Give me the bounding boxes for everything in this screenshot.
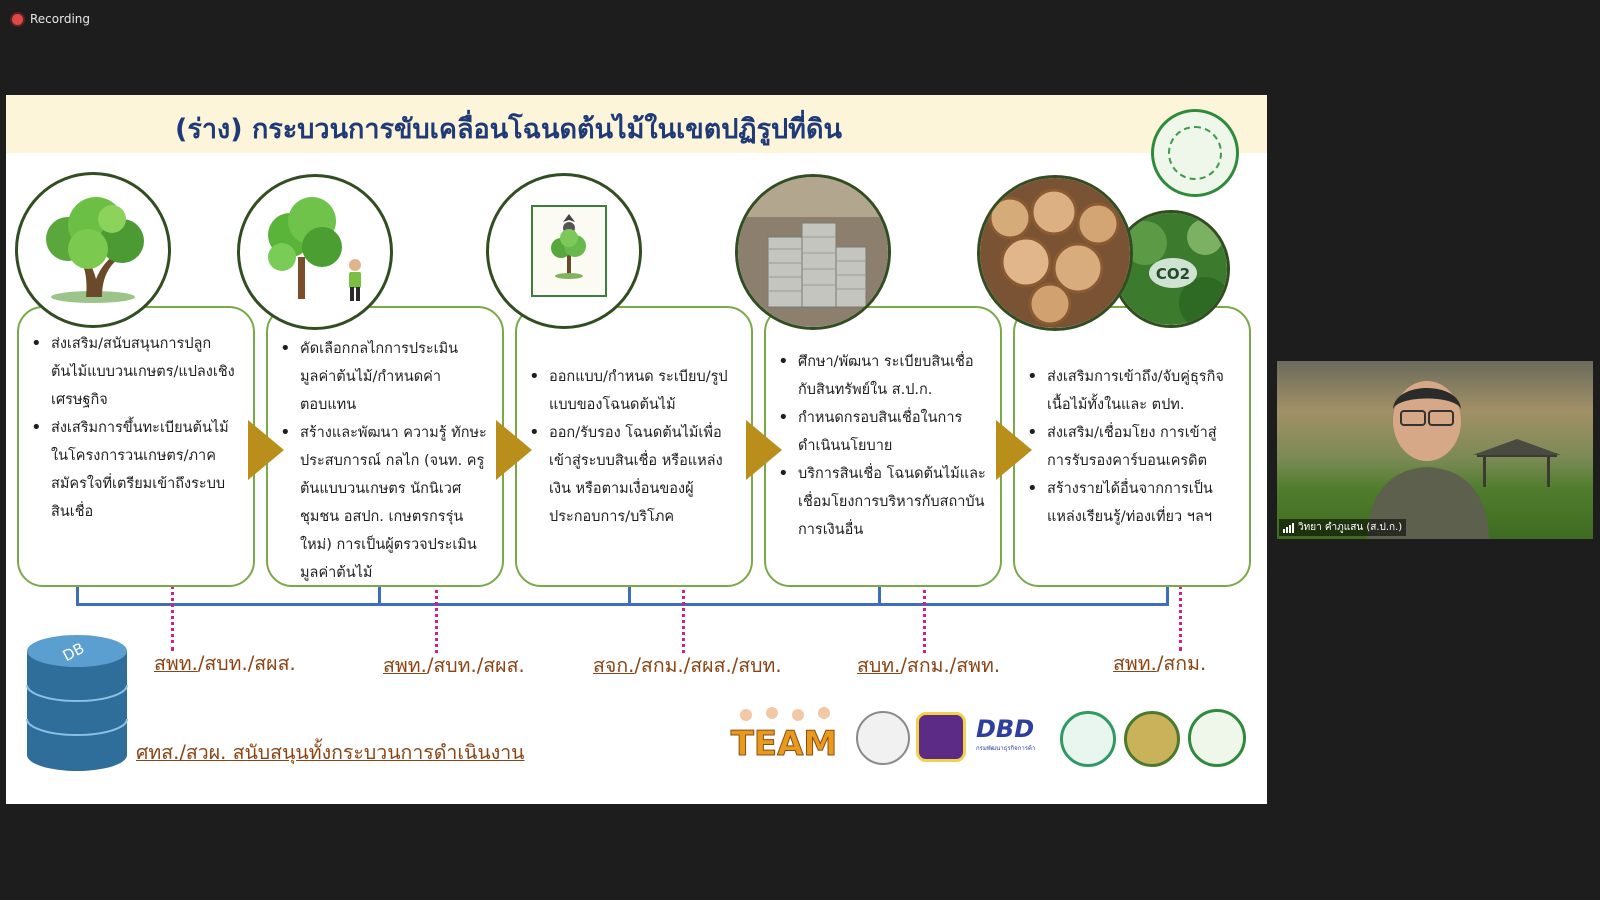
step-bullet: • ออก/รับรอง โฉนดต้นไม้เพื่อเข้าสู่ระบบสินเชื่อ หรือแหล่งเงิน หรือตามเงื่อนของผู้ประกอบการ/บริโภค: [537, 419, 739, 531]
step-card-1: [17, 306, 255, 587]
step-bullet: • บริการสินเชื่อ โฉนดต้นไม้และเชื่อมโยงการบริหารกับสถาบันการเงินอื่น: [786, 460, 988, 544]
tree-deed-icon: [486, 173, 642, 329]
agency-lead: สพท.: [154, 652, 198, 675]
dbd-logo-caption: กรมพัฒนาธุรกิจการค้า: [976, 745, 1036, 752]
record-icon: [12, 14, 23, 25]
step-bullet: • ส่งเสริม/เชื่อมโยง การเข้าสู่การรับรองคาร์บอนเครดิต: [1035, 419, 1237, 475]
database-icon: [24, 633, 130, 773]
step-card-2: [266, 306, 504, 587]
person-tree-icon: [237, 174, 393, 330]
timeline-connector: [878, 587, 881, 606]
support-text: ศทส./สวผ. สนับสนุนทั้งกระบวนการดำเนินงาน: [136, 741, 525, 764]
agency-label: [383, 650, 525, 681]
coins-icon: [735, 174, 891, 330]
step-card-5: [1013, 306, 1251, 587]
step-bullet: • ออกแบบ/กำหนด ระเบียบ/รูปแบบของโฉนดต้นไม้: [537, 363, 739, 419]
team-logo-text: TEAM: [730, 724, 838, 763]
db-label: DB: [59, 639, 88, 666]
agency-lead: สบท.: [857, 654, 901, 677]
participant-name: วิทยา คำภูแสน (ส.ป.ก.): [1298, 522, 1403, 533]
step-bullet: • กำหนดกรอบสินเชื่อในการดำเนินนโยบาย: [786, 404, 988, 460]
agency-rest: /สบท./สผส.: [197, 652, 296, 675]
participant-name-tag: [1279, 519, 1406, 536]
step-bullet: • คัดเลือกกลไกการประเมินมูลค่าต้นไม้/กำหนดค่าตอบแทน: [288, 335, 490, 419]
dbd-logo-text: DBD: [976, 715, 1035, 743]
alro-seal-small-icon: [1188, 709, 1246, 767]
flow-arrow-icon: [496, 420, 532, 480]
agency-label: [593, 650, 782, 681]
shared-slide: [6, 95, 1267, 804]
timeline-line: [76, 603, 1169, 606]
ministry-seal-icon: [856, 711, 910, 765]
step-bullet: • ศึกษา/พัฒนา ระเบียบสินเชื่อ กับสินทรัพย์ใน ส.ป.ก.: [786, 348, 988, 404]
step-card-4: [764, 306, 1002, 587]
agency-lead: สพท.: [1113, 652, 1157, 675]
forestry-seal-icon: [1124, 711, 1180, 767]
step-card-3: [515, 306, 753, 587]
step-bullet: • สร้างและพัฒนา ความรู้ ทักษะ ประสบการณ์ กลไก (จนท. ครูต้นแบบวนเกษตร นักนิเวศชุมชน อสปก. เกษตรกรรุ่นใหม่) การเป็นผู้ตรวจประเมินมูลค่าต้นไม้: [288, 419, 490, 587]
tree-icon: [15, 172, 171, 328]
alro-seal-icon: [1151, 109, 1239, 197]
dotted-leader: [171, 579, 174, 651]
timeline-connector: [1166, 587, 1169, 606]
step-bullet: • ส่งเสริม/สนับสนุนการปลูกต้นไม้แบบวนเกษตร/แปลงเชิงเศรษฐกิจ: [39, 330, 241, 414]
timeline-connector: [628, 587, 631, 606]
timeline-connector: [76, 587, 79, 606]
baac-logo-icon: [916, 712, 966, 762]
flow-arrow-icon: [996, 420, 1032, 480]
dbd-logo: [976, 715, 1044, 761]
dotted-leader: [682, 579, 685, 653]
agency-rest: /สกม./สผส./สบท.: [634, 654, 782, 677]
recording-label: Recording: [30, 12, 91, 26]
agency-label: [1113, 648, 1206, 679]
team-logo: [722, 707, 846, 763]
agency-label: [857, 650, 1000, 681]
agency-rest: /สกม./สพท.: [900, 654, 1001, 677]
logs-icon: [977, 175, 1133, 331]
dotted-leader: [435, 579, 438, 653]
agency-lead: สพท.: [383, 654, 427, 677]
step-bullet: • สร้างรายได้อื่นจากการเป็นแหล่งเรียนรู้/ท่องเที่ยว ฯลฯ: [1035, 475, 1237, 531]
agency-label: [154, 648, 296, 679]
step-bullet: • ส่งเสริมการเข้าถึง/จับคู่ธุรกิจเนื้อไม้ทั้งในและ ตปท.: [1035, 363, 1237, 419]
agency-lead: สจก.: [593, 654, 635, 677]
agency-rest: /สกม.: [1156, 652, 1207, 675]
province-seal-icon: [1060, 711, 1116, 767]
flow-arrow-icon: [746, 420, 782, 480]
signal-strength-icon: [1283, 523, 1294, 533]
slide-title: (ร่าง) กระบวนการขับเคลื่อนโฉนดต้นไม้ในเขตปฏิรูปที่ดิน: [175, 114, 842, 145]
step-bullet: • ส่งเสริมการขึ้นทะเบียนต้นไม้ในโครงการวนเกษตร/ภาคสมัครใจที่เตรียมเข้าถึงระบบสินเชื่อ: [39, 414, 241, 526]
dotted-leader: [923, 579, 926, 653]
timeline-connector: [378, 587, 381, 606]
agency-rest: /สบท./สผส.: [426, 654, 525, 677]
co2-label: CO2: [1155, 265, 1191, 283]
dotted-leader: [1179, 579, 1182, 651]
flow-arrow-icon: [248, 420, 284, 480]
recording-indicator: [12, 12, 90, 26]
participant-video-tile[interactable]: [1277, 361, 1593, 539]
